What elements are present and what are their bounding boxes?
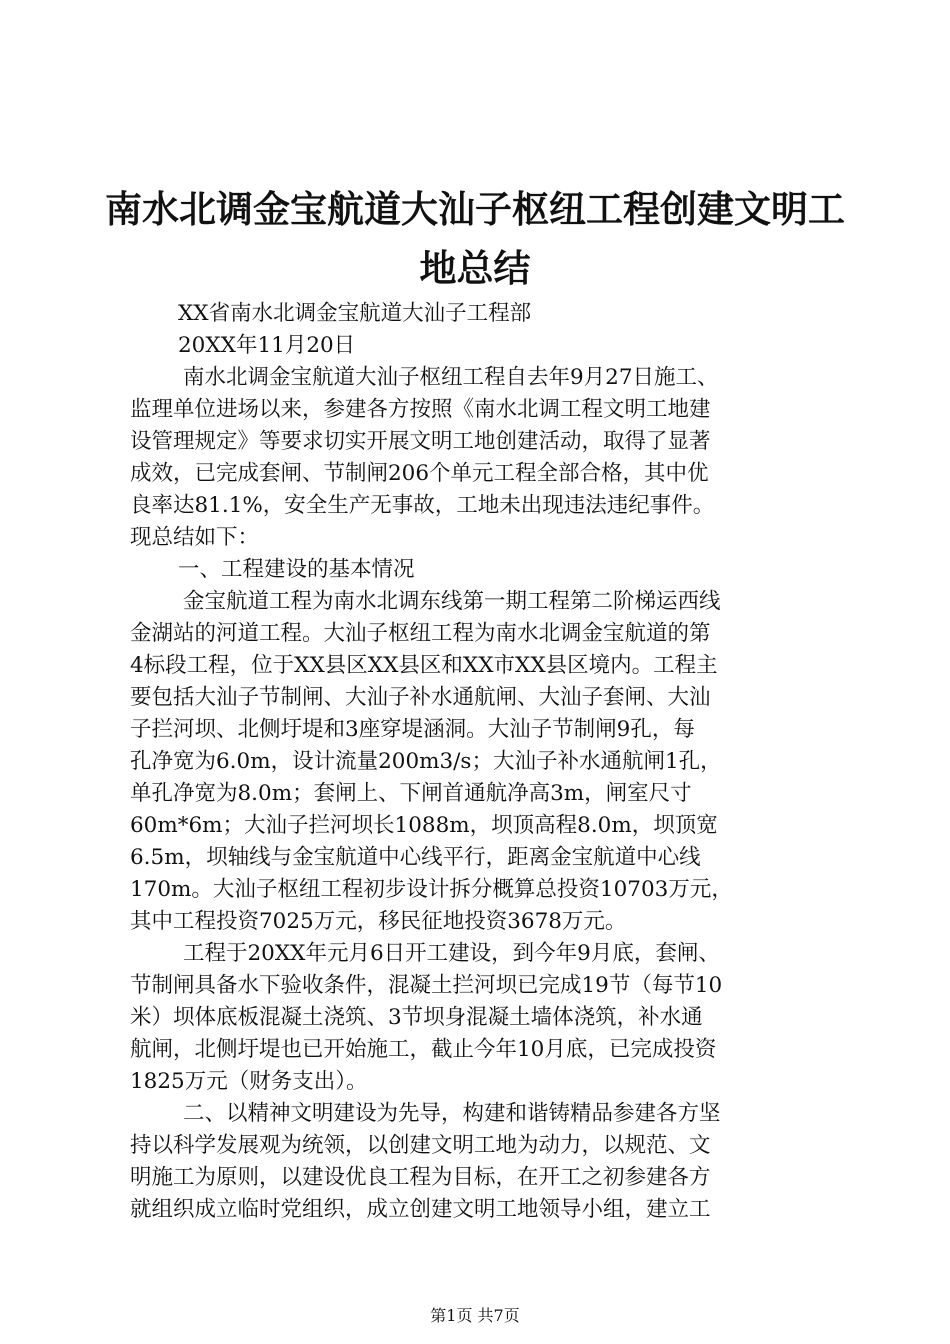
section-heading: 一、工程建设的基本情况: [178, 557, 415, 582]
paragraph-line: 其中工程投资7025万元，移民征地投资3678万元。: [130, 909, 627, 934]
paragraph-line: 170m。大汕子枢纽工程初步设计拆分概算总投资10703万元，: [130, 877, 733, 902]
paragraph-line: 工程于20XX年元月6日开工建设，到今年9月底，套闸、: [183, 941, 720, 966]
paragraph-line: 6.5m，坝轴线与金宝航道中心线平行，距离金宝航道中心线: [130, 845, 701, 870]
paragraph-line: 金宝航道工程为南水北调东线第一期工程第二阶梯运西线: [183, 589, 721, 614]
document-body: [130, 298, 830, 1226]
paragraph-line: 明施工为原则，以建设优良工程为目标，在开工之初参建各方: [130, 1165, 711, 1190]
paragraph-line: 1825万元（财务支出）。: [130, 1069, 368, 1094]
paragraph-line: 4标段工程，位于XX县区XX县区和XX市XX县区境内。工程主: [130, 653, 718, 678]
document-title-line-1: 南水北调金宝航道大汕子枢纽工程创建文明工: [105, 187, 845, 231]
paragraph-line: 孔净宽为6.0m，设计流量200m3/s；大汕子补水通航闸1孔，: [130, 749, 722, 774]
paragraph-line: 良率达81.1%，安全生产无事故，工地未出现违法违纪事件。: [130, 493, 715, 518]
date-line: 20XX年11月20日: [178, 333, 356, 358]
page-number-footer: 第1页 共7页: [430, 1306, 520, 1325]
paragraph-line: 单孔净宽为8.0m；套闸上、下闸首通航净高3m，闸室尺寸: [130, 781, 692, 806]
author-org-line: XX省南水北调金宝航道大汕子工程部: [178, 301, 532, 326]
paragraph-line: 60m*6m；大汕子拦河坝长1088m，坝顶高程8.0m，坝顶宽: [130, 813, 718, 838]
paragraph-line: 要包括大汕子节制闸、大汕子补水通航闸、大汕子套闸、大汕: [130, 685, 711, 710]
paragraph-line: 监理单位进场以来，参建各方按照《南水北调工程文明工地建: [130, 397, 711, 422]
document-title-line-2: 地总结: [419, 246, 531, 290]
paragraph-line: 米）坝体底板混凝土浇筑、3节坝身混凝土墙体浇筑，补水通: [130, 1005, 703, 1030]
paragraph-line: 节制闸具备水下验收条件，混凝土拦河坝已完成19节（每节10: [130, 973, 723, 998]
paragraph-line: 成效，已完成套闸、节制闸206个单元工程全部合格，其中优: [130, 461, 709, 486]
paragraph-line: 持以科学发展观为统领，以创建文明工地为动力，以规范、文: [130, 1133, 711, 1158]
paragraph-line: 子拦河坝、北侧圩堤和3座穿堤涵洞。大汕子节制闸9孔，每: [130, 717, 695, 742]
paragraph-line: 设管理规定》等要求切实开展文明工地创建活动，取得了显著: [130, 429, 711, 454]
paragraph-line: 南水北调金宝航道大汕子枢纽工程自去年9月27日施工、: [183, 365, 719, 390]
paragraph-line: 航闸，北侧圩堤也已开始施工，截止今年10月底，已完成投资: [130, 1037, 717, 1062]
section-heading: 二、以精神文明建设为先导，构建和谐铸精品参建各方坚: [183, 1101, 721, 1126]
paragraph-line: 就组织成立临时党组织，成立创建文明工地领导小组，建立工: [130, 1197, 711, 1222]
paragraph-line: 金湖站的河道工程。大汕子枢纽工程为南水北调金宝航道的第: [130, 621, 711, 646]
paragraph-line: 现总结如下：: [130, 525, 260, 550]
